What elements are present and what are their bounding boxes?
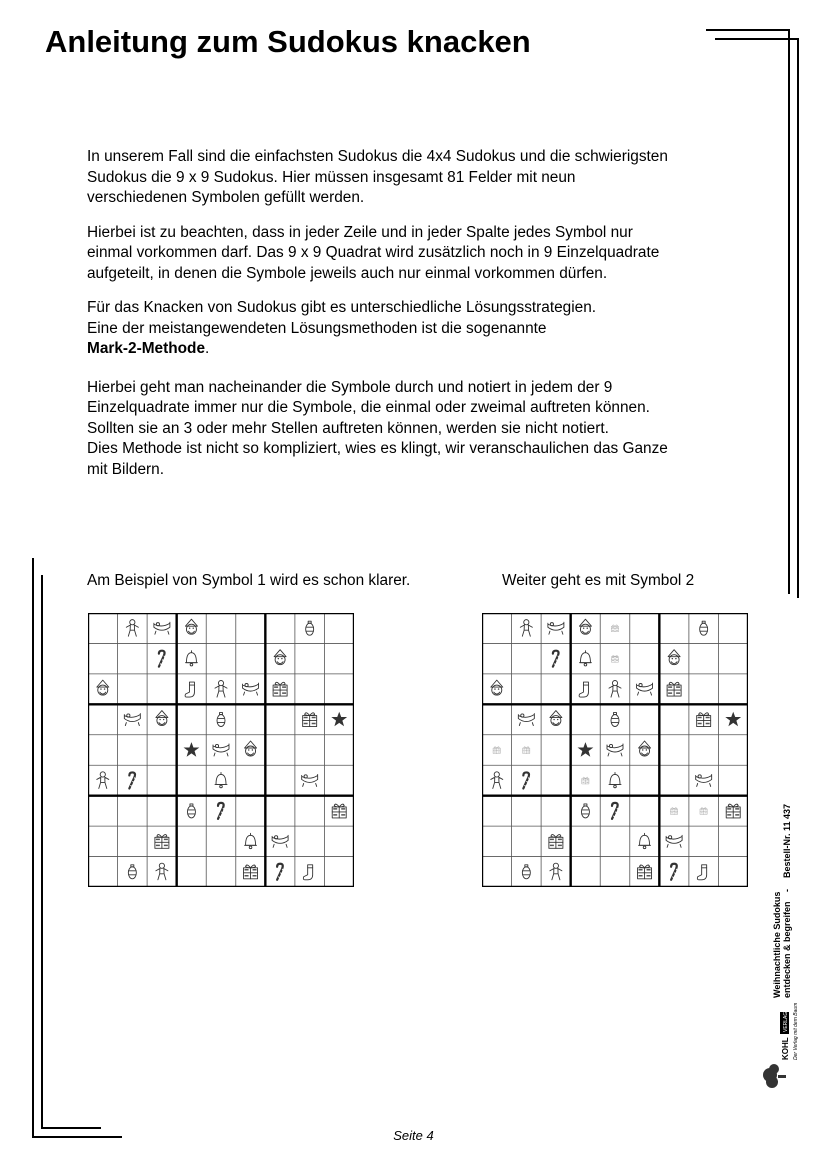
santa-icon xyxy=(245,741,257,756)
frame-line-left xyxy=(32,558,34,1138)
candy-cane-icon xyxy=(612,803,618,819)
cradle-icon xyxy=(243,683,259,695)
pencil-mark-present-icon xyxy=(493,747,500,754)
star-icon xyxy=(184,743,198,756)
present-icon xyxy=(697,713,711,727)
sudoku-grid-symbol-1 xyxy=(88,613,354,887)
ornament-icon xyxy=(581,804,589,818)
santa-icon xyxy=(668,650,680,665)
method-name: Mark-2-Methode xyxy=(87,340,206,357)
present-icon xyxy=(155,835,169,849)
present-icon xyxy=(273,682,287,696)
present-icon xyxy=(638,865,652,879)
present-icon xyxy=(549,835,563,849)
cradle-icon xyxy=(696,774,712,786)
sudoku-grid-symbol-2 xyxy=(482,613,748,887)
pencil-mark-present-icon xyxy=(612,625,619,632)
candy-cane-icon xyxy=(159,651,165,667)
star-icon xyxy=(578,743,592,756)
frame-line-top-right xyxy=(715,38,799,40)
present-icon xyxy=(332,804,346,818)
candy-cane-icon xyxy=(523,772,529,788)
pencil-mark-present-icon xyxy=(671,808,678,815)
paragraph-4: Hierbei geht man nacheinander die Symbole durch und notiert in jedem der 9 Einzelquadrate immer nur die Symbole, die einmal oder zweimal auftreten können. Sollten sie an 3 oder mehr Stellen auftreten können, werden sie nicht notiert. Dies Methode ist nicht so kompliziert, wies es klingt, wir veranschaulichen das Ganze mit Bildern. xyxy=(87,378,668,478)
pencil-mark-present-icon xyxy=(582,777,589,784)
separator: - xyxy=(782,889,792,892)
gingerbread-man-icon xyxy=(215,681,227,698)
present-icon xyxy=(244,865,258,879)
cradle-icon xyxy=(666,835,682,847)
frame-line-right xyxy=(788,29,790,594)
star-icon xyxy=(726,713,740,726)
cradle-icon xyxy=(637,683,653,695)
santa-icon xyxy=(274,650,286,665)
santa-icon xyxy=(639,741,651,756)
page-title: Anleitung zum Sudokus knacken xyxy=(45,24,531,59)
candy-cane-icon xyxy=(671,864,677,880)
present-icon xyxy=(667,682,681,696)
publisher-side-strip xyxy=(756,780,808,1100)
pencil-mark-present-icon xyxy=(523,747,530,754)
cradle-icon xyxy=(518,714,534,726)
bell-icon xyxy=(215,772,227,787)
pencil-mark-present-icon xyxy=(612,655,619,662)
christmas-stocking-icon xyxy=(697,865,706,880)
cradle-icon xyxy=(548,622,564,634)
caption-right: Weiter geht es mit Symbol 2 xyxy=(502,572,695,589)
publisher-slogan: Der Verlag mit dem Baum xyxy=(793,1002,799,1060)
frame-line-right xyxy=(797,38,799,598)
candy-cane-icon xyxy=(553,651,559,667)
santa-icon xyxy=(550,711,562,726)
pencil-mark-present-icon xyxy=(700,808,707,815)
order-number: Bestell-Nr. 11 437 xyxy=(782,803,792,878)
paragraph-2: Hierbei ist zu beachten, dass in jeder Zeile und in jeder Spalte jedes Symbol nur einmal vorkommen darf. Das 9 x 9 Quadrat wird zusätzlich noch in 9 Einzelquadrate aufgeteilt, in denen die Symbole jeweils auch nur einmal vorkommen dürfen. xyxy=(87,223,660,282)
gingerbread-man-icon xyxy=(156,863,168,880)
page-number: Seite 4 xyxy=(393,1128,434,1143)
santa-icon xyxy=(156,711,168,726)
ornament-icon xyxy=(128,865,136,879)
ornament-icon xyxy=(522,865,530,879)
bell-icon xyxy=(245,833,257,848)
publisher-name: KOHL xyxy=(781,1037,790,1060)
cradle-icon xyxy=(302,774,318,786)
present-icon xyxy=(726,804,740,818)
book-title: Weihnachtliche Sudokus xyxy=(772,891,782,998)
santa-icon xyxy=(579,619,591,634)
candy-cane-icon xyxy=(218,803,224,819)
instruction-text xyxy=(87,147,747,494)
gingerbread-man-icon xyxy=(126,620,138,637)
candy-cane-icon xyxy=(129,772,135,788)
bell-icon xyxy=(609,772,621,787)
book-subtitle: entdecken & begreifen xyxy=(782,901,792,998)
star-icon xyxy=(332,713,346,726)
present-icon xyxy=(303,713,317,727)
paragraph-1: In unserem Fall sind die einfachsten Sudokus die 4x4 Sudokus und die schwierigsten Sudokus die 9 x 9 Sudokus. Hier müssen insgesamt 81 Felder mit neun verschiedenen Symbolen gefüllt werden. xyxy=(87,148,668,206)
santa-icon xyxy=(97,680,109,695)
cradle-icon xyxy=(607,744,623,756)
christmas-stocking-icon xyxy=(579,682,588,697)
gingerbread-man-icon xyxy=(609,681,621,698)
kohl-tree-logo-icon xyxy=(763,1064,786,1088)
gingerbread-man-icon xyxy=(97,772,109,789)
ornament-icon xyxy=(187,804,195,818)
paragraph-3: Für das Knacken von Sudokus gibt es unterschiedliche Lösungsstrategien. Eine der meistangewendeten Lösungsmethoden ist die sogenannte Mark-2-Methode. xyxy=(87,299,597,357)
ornament-icon xyxy=(217,713,225,727)
ornament-icon xyxy=(700,621,708,635)
cradle-icon xyxy=(272,835,288,847)
cradle-icon xyxy=(154,622,170,634)
frame-line-top-right xyxy=(706,29,790,31)
santa-icon xyxy=(185,619,197,634)
caption-left: Am Beispiel von Symbol 1 wird es schon klarer. xyxy=(87,572,411,589)
bell-icon xyxy=(579,651,591,666)
cradle-icon xyxy=(124,714,140,726)
ornament-icon xyxy=(306,621,314,635)
christmas-stocking-icon xyxy=(303,865,312,880)
bell-icon xyxy=(639,833,651,848)
bell-icon xyxy=(185,651,197,666)
cradle-icon xyxy=(213,744,229,756)
gingerbread-man-icon xyxy=(520,620,532,637)
ornament-icon xyxy=(611,713,619,727)
christmas-stocking-icon xyxy=(185,682,194,697)
santa-icon xyxy=(491,680,503,695)
publisher-badge: VERLAG xyxy=(783,1011,789,1032)
gingerbread-man-icon xyxy=(491,772,503,789)
gingerbread-man-icon xyxy=(550,863,562,880)
candy-cane-icon xyxy=(277,864,283,880)
frame-line-left xyxy=(41,575,43,1129)
